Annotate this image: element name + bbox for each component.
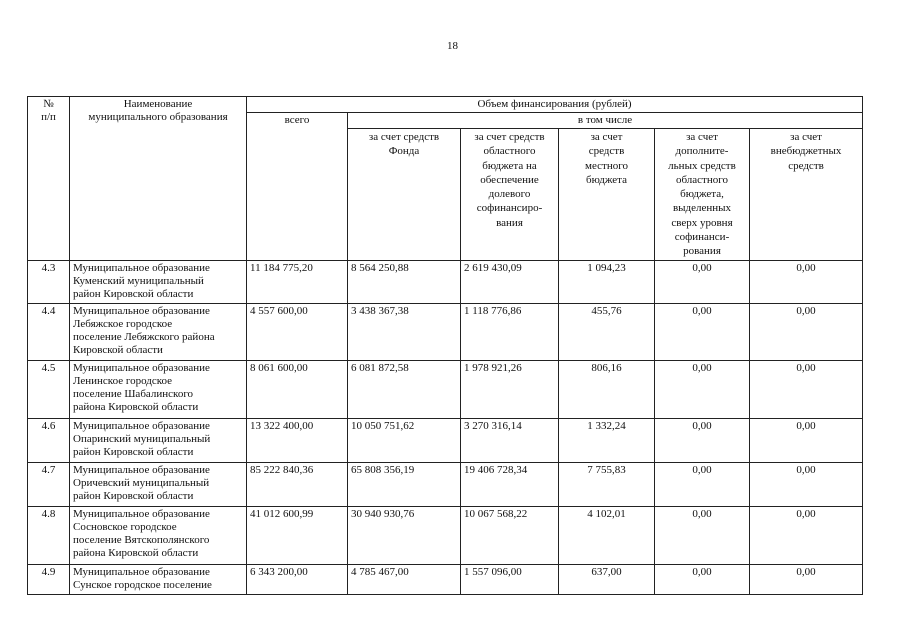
row-fund: 3 438 367,38 bbox=[348, 303, 461, 360]
header-col-name: Наименование муниципального образования bbox=[70, 97, 247, 261]
row-no: 4.3 bbox=[28, 260, 70, 303]
table-row bbox=[28, 360, 863, 418]
row-total: 41 012 600,99 bbox=[247, 506, 348, 564]
row-local: 806,16 bbox=[559, 360, 655, 418]
row-total: 85 222 840,36 bbox=[247, 462, 348, 506]
row-local: 4 102,01 bbox=[559, 506, 655, 564]
row-additional: 0,00 bbox=[655, 564, 750, 594]
row-regional: 3 270 316,14 bbox=[461, 418, 559, 462]
header-col-including: в том числе bbox=[348, 113, 863, 129]
table-row bbox=[28, 506, 863, 564]
row-local: 1 094,23 bbox=[559, 260, 655, 303]
row-total: 4 557 600,00 bbox=[247, 303, 348, 360]
header-col-funding: Объем финансирования (рублей) bbox=[247, 97, 863, 113]
financing-table bbox=[27, 96, 863, 595]
row-additional: 0,00 bbox=[655, 462, 750, 506]
row-fund: 4 785 467,00 bbox=[348, 564, 461, 594]
row-regional: 2 619 430,09 bbox=[461, 260, 559, 303]
table-row bbox=[28, 462, 863, 506]
row-regional: 1 557 096,00 bbox=[461, 564, 559, 594]
row-no: 4.5 bbox=[28, 360, 70, 418]
table-row bbox=[28, 303, 863, 360]
row-no: 4.7 bbox=[28, 462, 70, 506]
row-name: Муниципальное образование Ленинское городское поселение Шабалинского района Кировской области bbox=[70, 360, 247, 418]
row-total: 8 061 600,00 bbox=[247, 360, 348, 418]
row-local: 1 332,24 bbox=[559, 418, 655, 462]
row-total: 13 322 400,00 bbox=[247, 418, 348, 462]
row-name: Муниципальное образование Оричевский муниципальный район Кировской области bbox=[70, 462, 247, 506]
row-name: Муниципальное образование Опаринский муниципальный район Кировской области bbox=[70, 418, 247, 462]
header-row-1 bbox=[28, 97, 863, 113]
row-additional: 0,00 bbox=[655, 260, 750, 303]
header-col-total: всего bbox=[247, 113, 348, 261]
row-additional: 0,00 bbox=[655, 360, 750, 418]
row-fund: 6 081 872,58 bbox=[348, 360, 461, 418]
row-name: Муниципальное образование Сунское городское поселение bbox=[70, 564, 247, 594]
row-fund: 10 050 751,62 bbox=[348, 418, 461, 462]
row-no: 4.9 bbox=[28, 564, 70, 594]
row-fund: 8 564 250,88 bbox=[348, 260, 461, 303]
row-offbudget: 0,00 bbox=[750, 303, 863, 360]
row-local: 7 755,83 bbox=[559, 462, 655, 506]
row-name: Муниципальное образование Лебяжское городское поселение Лебяжского района Кировской области bbox=[70, 303, 247, 360]
header-col-local: за счет средств местного бюджета bbox=[559, 129, 655, 261]
row-regional: 19 406 728,34 bbox=[461, 462, 559, 506]
row-offbudget: 0,00 bbox=[750, 360, 863, 418]
row-no: 4.4 bbox=[28, 303, 70, 360]
row-offbudget: 0,00 bbox=[750, 462, 863, 506]
row-offbudget: 0,00 bbox=[750, 418, 863, 462]
row-additional: 0,00 bbox=[655, 418, 750, 462]
table-row bbox=[28, 260, 863, 303]
row-offbudget: 0,00 bbox=[750, 506, 863, 564]
header-col-additional: за счет дополните- льных средств областного бюджета, выделенных сверх уровня софинанси- рования bbox=[655, 129, 750, 261]
header-col-offbudget: за счет внебюджетных средств bbox=[750, 129, 863, 261]
row-local: 455,76 bbox=[559, 303, 655, 360]
page-number: 18 bbox=[447, 40, 458, 52]
row-name: Муниципальное образование Сосновское городское поселение Вятскополянского района Кировской области bbox=[70, 506, 247, 564]
row-fund: 30 940 930,76 bbox=[348, 506, 461, 564]
header-col-regional: за счет средств областного бюджета на обеспечение долевого софинансиро- вания bbox=[461, 129, 559, 261]
row-fund: 65 808 356,19 bbox=[348, 462, 461, 506]
row-total: 6 343 200,00 bbox=[247, 564, 348, 594]
header-col-no: № п/п bbox=[28, 97, 70, 261]
row-no: 4.6 bbox=[28, 418, 70, 462]
row-additional: 0,00 bbox=[655, 506, 750, 564]
row-offbudget: 0,00 bbox=[750, 260, 863, 303]
row-total: 11 184 775,20 bbox=[247, 260, 348, 303]
row-offbudget: 0,00 bbox=[750, 564, 863, 594]
header-col-fund: за счет средств Фонда bbox=[348, 129, 461, 261]
row-regional: 1 978 921,26 bbox=[461, 360, 559, 418]
row-regional: 1 118 776,86 bbox=[461, 303, 559, 360]
row-name: Муниципальное образование Куменский муниципальный район Кировской области bbox=[70, 260, 247, 303]
row-no: 4.8 bbox=[28, 506, 70, 564]
table-row bbox=[28, 418, 863, 462]
table-row bbox=[28, 564, 863, 594]
row-local: 637,00 bbox=[559, 564, 655, 594]
row-additional: 0,00 bbox=[655, 303, 750, 360]
row-regional: 10 067 568,22 bbox=[461, 506, 559, 564]
